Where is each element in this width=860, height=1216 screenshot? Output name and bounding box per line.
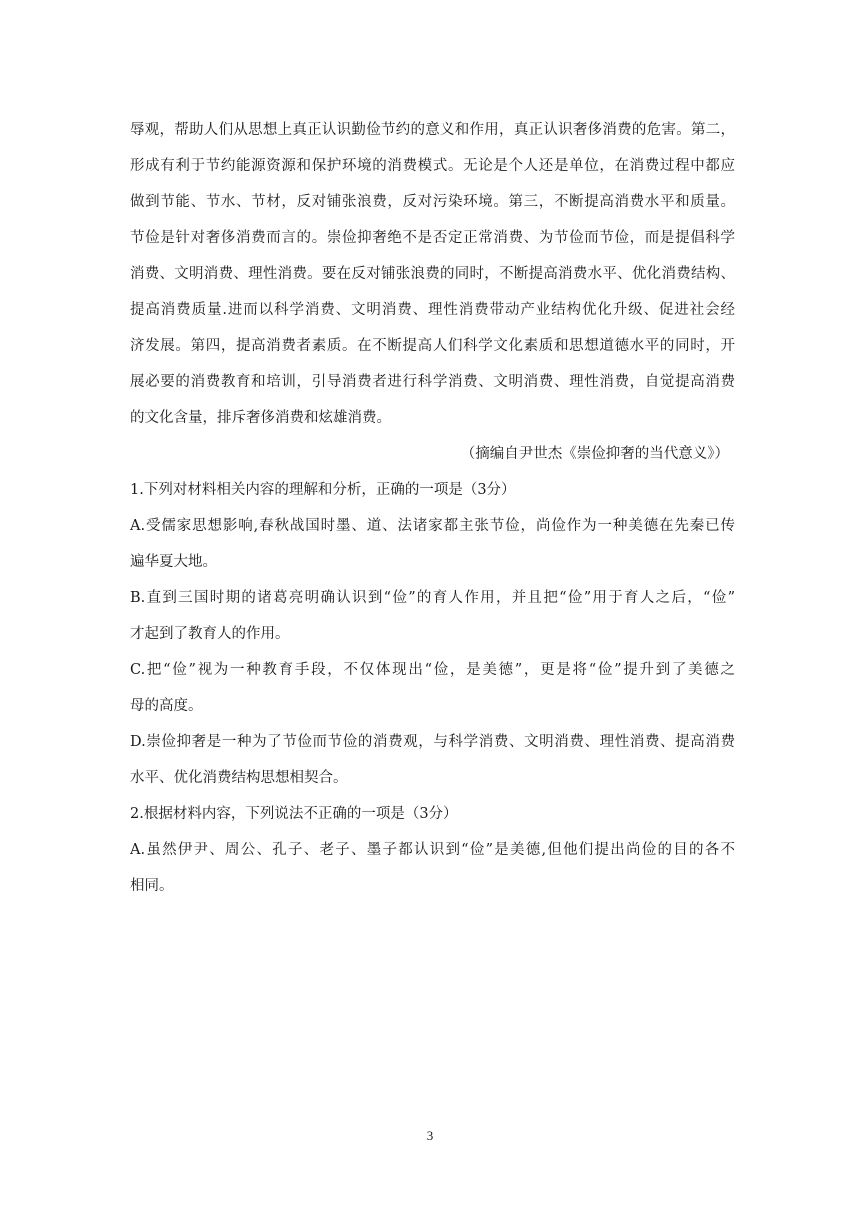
passage-line: 济发展。第四，提高消费者素质。在不断提高人们科学文化素质和思想道德水平的同时，开: [130, 338, 735, 354]
page-number: 3: [426, 1128, 434, 1143]
option-a-line: 遍华夏大地。: [130, 554, 217, 570]
question-2-stem: 2.根据材料内容，下列说法不正确的一项是（3分）: [130, 806, 458, 822]
option-a-line: 相同。: [130, 878, 174, 894]
passage-line: 的文化含量，排斥奢侈消费和炫雄消费。: [130, 410, 391, 426]
option-d-line: D.崇俭抑奢是一种为了节俭而节俭的消费观，与科学消费、文明消费、理性消费、提高消费: [130, 734, 735, 750]
question-1: [130, 472, 735, 796]
question-1-stem: 1.下列对材料相关内容的理解和分析，正确的一项是（3分）: [130, 482, 516, 498]
passage-line: 消费、文明消费、理性消费。要在反对铺张浪费的同时，不断提高消费水平、优化消费结构、: [130, 266, 735, 282]
question-2: [130, 796, 735, 904]
source-citation: （摘编自尹世杰《崇俭抑奢的当代意义》）: [460, 446, 729, 462]
passage-line: 辱观，帮助人们从思想上真正认识勤俭节约的意义和作用，真正认识奢侈消费的危害。第二，: [130, 122, 735, 138]
document-page: [130, 112, 735, 904]
passage-line: 节俭是针对奢侈消费而言的。崇俭抑奢绝不是否定正常消费、为节俭而节俭，而是提倡科学: [130, 230, 735, 246]
option-d-line: 水平、优化消费结构思想相契合。: [130, 770, 348, 786]
passage-line: 形成有利于节约能源资源和保护环境的消费模式。无论是个人还是单位，在消费过程中都应: [130, 158, 735, 174]
option-c-line: 母的高度。: [130, 698, 203, 714]
passage: [130, 112, 735, 436]
option-a-line: A.虽然伊尹、周公、孔子、老子、墨子都认识到“俭”是美德,但他们提出尚俭的目的各不: [130, 842, 735, 858]
option-b-line: B.直到三国时期的诸葛亮明确认识到“俭”的育人作用，并且把“俭”用于育人之后，“俭”: [130, 590, 735, 606]
option-b-line: 才起到了教育人的作用。: [130, 626, 290, 642]
passage-line: 做到节能、节水、节材，反对铺张浪费，反对污染环境。第三，不断提高消费水平和质量。: [130, 194, 735, 210]
passage-line: 展必要的消费教育和培训，引导消费者进行科学消费、文明消费、理性消费，自觉提高消费: [130, 374, 735, 390]
passage-line: 提高消费质量.进而以科学消费、文明消费、理性消费带动产业结构优化升级、促进社会经: [130, 302, 735, 318]
option-c-line: C.把“俭”视为一种教育手段，不仅体现出“俭，是美德”，更是将“俭”提升到了美德之: [130, 662, 735, 678]
option-a-line: A.受儒家思想影响,春秋战国时墨、道、法诸家都主张节俭，尚俭作为一种美德在先秦已传: [130, 518, 735, 534]
